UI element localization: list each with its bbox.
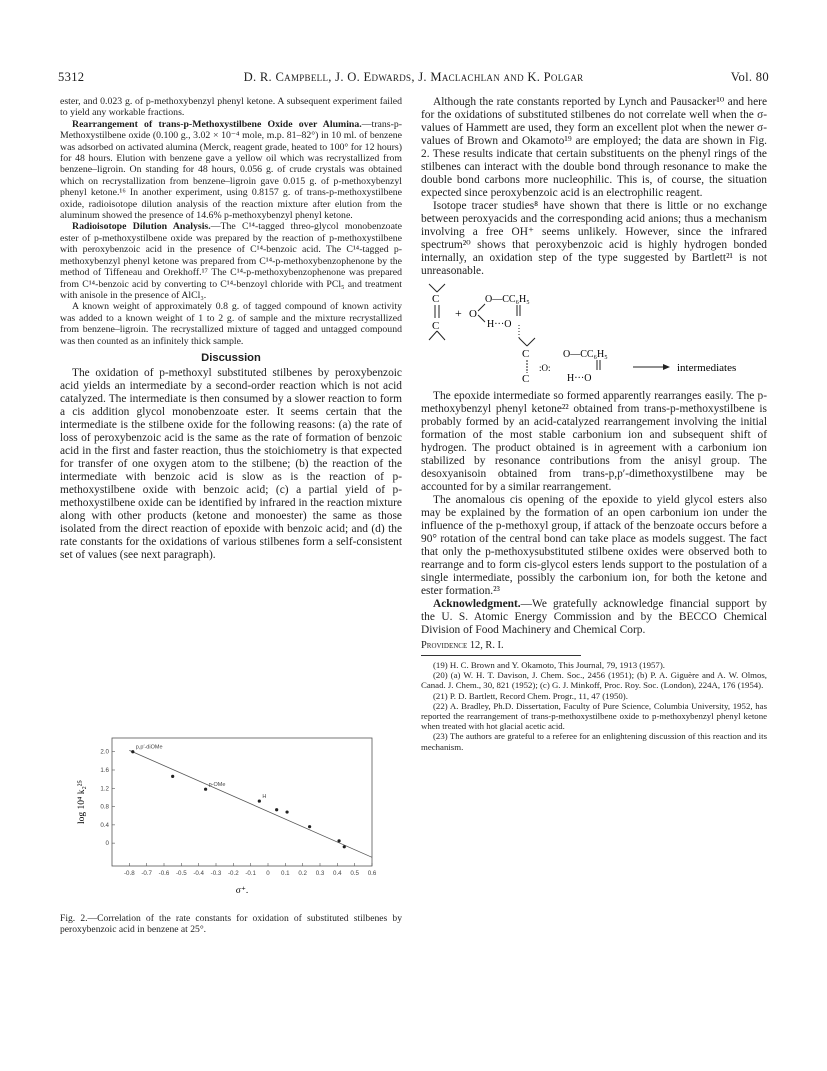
reference-23: (23) The authors are grateful to a referee for an enlightening discussion of this reaction and its mechanism. bbox=[421, 731, 767, 752]
scheme-plus: + bbox=[455, 306, 462, 320]
data-point-label: p,p′-diOMe bbox=[135, 744, 163, 751]
data-point bbox=[285, 810, 288, 813]
reference-20: (20) (a) W. H. T. Davison, J. Chem. Soc., 2456 (1951); (b) P. A. Giguère and A. W. Olmos, Canad. J. Chem., 30, 821 (1952); (c) G. J. Minkoff, Proc. Roy. Soc. (London), 224A, 176 (1954). bbox=[421, 670, 767, 691]
x-tick-label: 0.1 bbox=[281, 870, 290, 877]
scheme-acyl-group-2: O—CC₆H₅ bbox=[563, 349, 608, 360]
left-column bbox=[60, 96, 402, 562]
x-tick-label: 0 bbox=[266, 870, 270, 877]
plot-frame bbox=[112, 738, 372, 866]
data-point bbox=[275, 808, 278, 811]
data-point bbox=[258, 799, 261, 802]
y-axis-label: log 10⁴ k₂²⁵ bbox=[77, 780, 87, 824]
x-axis-label: σ⁺. bbox=[235, 886, 249, 896]
y-tick-label: 0 bbox=[105, 840, 109, 848]
heading-rearrangement: Rearrangement of trans-p-Methoxystilbene Oxide over Alumina. bbox=[72, 118, 362, 130]
paragraph-acknowledgment bbox=[421, 598, 767, 637]
scheme-carbon-3: C bbox=[522, 348, 530, 360]
x-tick-label: -0.2 bbox=[227, 870, 239, 877]
x-tick-label: -0.3 bbox=[210, 870, 222, 877]
scheme-h-bond-2: H···O bbox=[567, 373, 592, 384]
data-point bbox=[131, 750, 134, 753]
x-tick-label: 0.2 bbox=[298, 870, 307, 877]
paragraph-rearrangement bbox=[60, 119, 402, 222]
reference-22: (22) A. Bradley, Ph.D. Dissertation, Faculty of Pure Science, Columbia University, 1952, has reported the rearrangement of trans-p-methoxystilbene oxide to p-methoxybenzyl phenyl ketone when treated with hot glacial acetic acid. bbox=[421, 700, 767, 732]
y-tick-label: 1.6 bbox=[100, 767, 109, 774]
paragraph-brown-okamoto: Although the rate constants reported by Lynch and Pausacker¹⁰ and here for the oxidations of substituted stilbenes do not correlate well when the σ-values of Hammett are used, they form an excellent plot when the newer σ-values of Brown and Okamoto¹⁹ are employed; the data are shown in Fig. 2. These results indicate that certain substituents on the phenyl rings of the stilbenes can interact with the double bond through resonance to make the double bond carbons more nucleophilic. This is, of course, the situation expected since peroxybenzoic acid is an electrophilic reagent. bbox=[421, 96, 767, 199]
y-tick-label: 0.4 bbox=[100, 821, 109, 829]
figure-2-chart bbox=[60, 728, 402, 900]
scheme-carbon-1: C bbox=[432, 293, 440, 305]
heading-radioisotope: Radioisotope Dilution Analysis. bbox=[72, 221, 211, 233]
data-point bbox=[343, 845, 346, 848]
right-column bbox=[421, 96, 767, 752]
x-tick-label: -0.6 bbox=[158, 870, 170, 877]
scheme-carbon-4: C bbox=[522, 373, 530, 385]
reaction-scheme bbox=[421, 280, 767, 388]
scheme-h-bond: H···O bbox=[487, 319, 512, 330]
paragraph-cis-opening: The anomalous cis opening of the epoxide to yield glycol esters also may be explained by the formation of an open carbonium ion under the influence of the p-methoxyl group, if attack of the benzoate occurs before a 90° rotation of the central bond can take place as models suggest. The fact that only the p-methoxysubstituted stilbene oxides were observed both to rearrange and to form cis-glycol esters lends support to the postulation of a single intermediate, possibly the carbonium ion, for both the ketone and ester formation.²³ bbox=[421, 494, 767, 597]
scheme-carbon-2: C bbox=[432, 320, 440, 332]
x-tick-label: 0.3 bbox=[315, 870, 325, 877]
data-point bbox=[204, 788, 207, 791]
radioisotope-body: —The C¹⁴-tagged threo-glycol monobenzoate ester of p-methoxystilbene oxide was prepared by the reaction of p-methoxystilbene with peroxybenzoic acid in the presence of C¹⁴-benzoic acid. The C¹⁴-tagged p-methoxybenzyl phenyl ketone was prepared from C¹⁴-p-methoxybenzophenone by the method of Tiffeneau and Orekhoff.¹⁷ The C¹⁴-p-methoxybenzophenone was prepared from C¹⁴-benzoic acid by converting to C¹⁴-benzoyl chloride with PCl₅ and treatment with anisole in the presence of AlCl₃. bbox=[60, 221, 402, 301]
x-tick-label: -0.8 bbox=[123, 870, 135, 877]
footnote-rule bbox=[421, 655, 581, 656]
reference-19: (19) H. C. Brown and Y. Okamoto, This Journal, 79, 1913 (1957). bbox=[433, 660, 665, 670]
providence-line: Providence 12, R. I. bbox=[421, 640, 504, 651]
heading-acknowledgment: Acknowledgment. bbox=[433, 598, 521, 610]
x-tick-label: 0.4 bbox=[333, 870, 342, 877]
acknowledgment-body: —We gratefully acknowledge financial support by the U. S. Atomic Energy Commission and by the BECCO Chemical Division of Food Machinery and Chemical Corp. bbox=[421, 598, 767, 636]
references-list bbox=[421, 660, 767, 752]
fit-line bbox=[129, 750, 372, 857]
paragraph-isotope-tracer: Isotope tracer studies⁸ have shown that there is little or no exchange between peroxyacids and the corresponding acid anions; thus a mechanism involving a free OH⁺ seems unlikely. However, since the infrared spectrum²⁰ shows that peroxybenzoic acid is highly hydrogen bonded internally, an oxidation step of the type suggested by Bartlett²¹ is not unreasonable. bbox=[421, 200, 767, 277]
x-tick-label: 0.5 bbox=[350, 870, 359, 877]
page-number: 5312 bbox=[58, 70, 85, 84]
paragraph-discussion: The oxidation of p-methoxyl substituted stilbenes by peroxybenzoic acid yields an intermediate by a second-order reaction which is not acid catalyzed. The intermediate is then consumed by a slower reaction to form a cis addition glycol monobenzoate ester. It seems certain that the intermediate is the stilbene oxide for the following reasons: (a) the rate of loss of peroxybenzoic acid is the same as the rate of formation of benzoic acid in the first and faster reaction, thus the stoichiometry is that expected for transfer of one oxygen atom to the stilbene; (b) the reaction of the intermediate with benzoic acid is slow as is the reaction of p-methoxystilbene oxide with benzoic acid; (c) a partial yield of p-methoxystilbene oxide can be identified by infrared in the reaction mixture along with other products (ketone and monoester) the same as those isolated from the direct reaction of epoxide with benzoic acid; and (d) the rate constants for the oxidations of various stilbenes form a self-consistent set of values (see next paragraph). bbox=[60, 367, 402, 562]
data-point-label: H bbox=[262, 794, 267, 801]
data-point bbox=[171, 775, 174, 778]
paragraph-known-weight: A known weight of approximately 0.8 g. of tagged compound of known activity was added to a known weight of 1 to 2 g. of sample and the mixture recrystallized from benzene–ligroin. The recrystallized mixture of tagged and untagged compound was then counted as an infinitely thick sample. bbox=[60, 301, 402, 347]
volume-number: Vol. 80 bbox=[730, 70, 769, 84]
scheme-intermediates-label: intermediates bbox=[677, 362, 737, 374]
data-point bbox=[337, 839, 340, 842]
y-tick-label: 1.2 bbox=[100, 785, 109, 793]
data-point bbox=[308, 825, 311, 828]
discussion-heading: Discussion bbox=[201, 351, 261, 364]
x-tick-label: 0.6 bbox=[367, 870, 377, 877]
paragraph-radioisotope bbox=[60, 221, 402, 301]
svg-text:O: O bbox=[469, 308, 477, 320]
discussion-block bbox=[60, 367, 402, 562]
paragraph-intro: ester, and 0.023 g. of p-methoxybenzyl phenyl ketone. A subsequent experiment failed to yield any workable fractions. bbox=[60, 96, 402, 119]
reference-21: (21) P. D. Bartlett, Record Chem. Progr., 11, 47 (1950). bbox=[433, 690, 628, 701]
y-tick-label: 0.8 bbox=[100, 803, 109, 811]
x-tick-label: -0.4 bbox=[193, 870, 205, 877]
figure-2-caption: Fig. 2.—Correlation of the rate constants for oxidation of substituted stilbenes by peroxybenzoic acid in benzene at 25°. bbox=[60, 913, 402, 936]
x-tick-label: -0.7 bbox=[141, 870, 153, 877]
paragraph-epoxide-rearrangement: The epoxide intermediate so formed apparently rearranges easily. The p-methoxybenzyl phenyl ketone²² obtained from trans-p-methoxystilbene is probably formed by an acid-catalyzed rearrangement involving the initial formation of the most stable carbonium ion and subsequent shift of hydrogen. The product obtained is in agreement with a carbonium ion stabilized by resonance contributions from the anisyl group. The desoxyanisoin obtained from trans-p,p′-dimethoxystilbene may be accounted for by a similar rearrangement. bbox=[421, 390, 767, 493]
rearrangement-body: —trans-p-Methoxystilbene oxide (0.100 g., 3.02 × 10⁻⁴ mole, m.p. 81–82°) in 10 ml. of benzene was adsorbed on activated alumina (Merck, reagent grade, heated to 100° for 12 hours) for 48 hours. Elution with benzene gave a yellow oil which was recrystallized from benzene–ligroin. On standing for 48 hours, 0.056 g. of crude crystals was obtained which on recrystallization from benzene–ligroin gave 0.015 g. of p-methoxybenzyl phenyl ketone.¹⁶ In another experiment, using 0.8157 g. of trans-p-methoxystilbene oxide, radioisotope dilution analysis of the reaction mixture after elution from the aluminum showed the presence of 14.6% p-methoxybenzyl phenyl ketone. bbox=[60, 118, 402, 222]
scheme-acyl-group: O—CC₆H₅ bbox=[485, 294, 530, 305]
scheme-bridging-oxygen: :O: bbox=[539, 363, 551, 373]
running-head-authors: D. R. Campbell, J. O. Edwards, J. Maclachlan and K. Polgar bbox=[243, 70, 584, 84]
y-tick-label: 2.0 bbox=[100, 748, 109, 756]
data-point-label: p-OMe bbox=[208, 782, 226, 789]
x-tick-label: -0.5 bbox=[175, 870, 187, 877]
x-tick-label: -0.1 bbox=[245, 870, 257, 877]
